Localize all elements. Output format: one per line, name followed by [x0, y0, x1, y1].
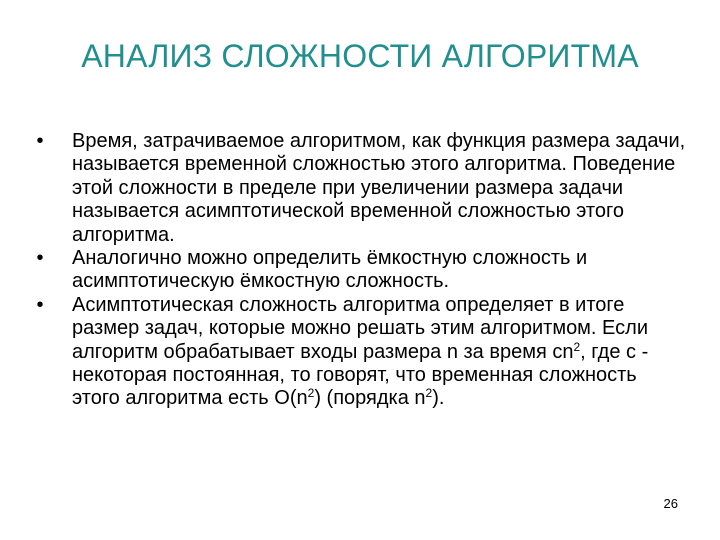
bullet-item-space-complexity: [30, 247, 690, 294]
bullet-text: [72, 294, 690, 411]
bullet-item-asymptotic-complexity: [30, 294, 690, 411]
bullet-item-time-complexity: [30, 130, 690, 247]
superscript: 2: [307, 386, 315, 401]
bullet-text-part: , где c - некоторая постоянная, то говорят, что временная сложность этого алгоритма есть O(n: [72, 340, 649, 410]
bullet-list: [30, 130, 690, 411]
bullet-marker: •: [36, 130, 44, 152]
superscript: 2: [573, 339, 581, 354]
slide-title: АНАЛИЗ СЛОЖНОСТИ АЛГОРИТМА: [81, 38, 639, 74]
superscript: 2: [425, 386, 433, 401]
bullet-marker: •: [36, 247, 44, 270]
bullet-text-part: ) (порядка n: [314, 387, 426, 410]
page-number: 26: [663, 496, 678, 511]
bullet-text-part: ).: [432, 387, 445, 410]
bullet-marker: •: [36, 293, 44, 316]
bullet-text-part: Асимптотическая сложность алгоритма определяет в итоге размер задач, которые можно решать этим алгоритмом. Если алгоритм обрабатывает входы размера n за время cn: [72, 293, 649, 363]
bullet-text: Аналогично можно определить ёмкостную сложность и асимптотическую ёмкостную сложность.: [72, 247, 588, 293]
bullet-text: Время, затрачиваемое алгоритмом, как функция размера задачи, называется временной сложностью этого алгоритма. Поведение этой сложности в пределе при увеличении размера задачи называется асимптотической временной сложностью этого алгоритма.: [72, 130, 686, 246]
